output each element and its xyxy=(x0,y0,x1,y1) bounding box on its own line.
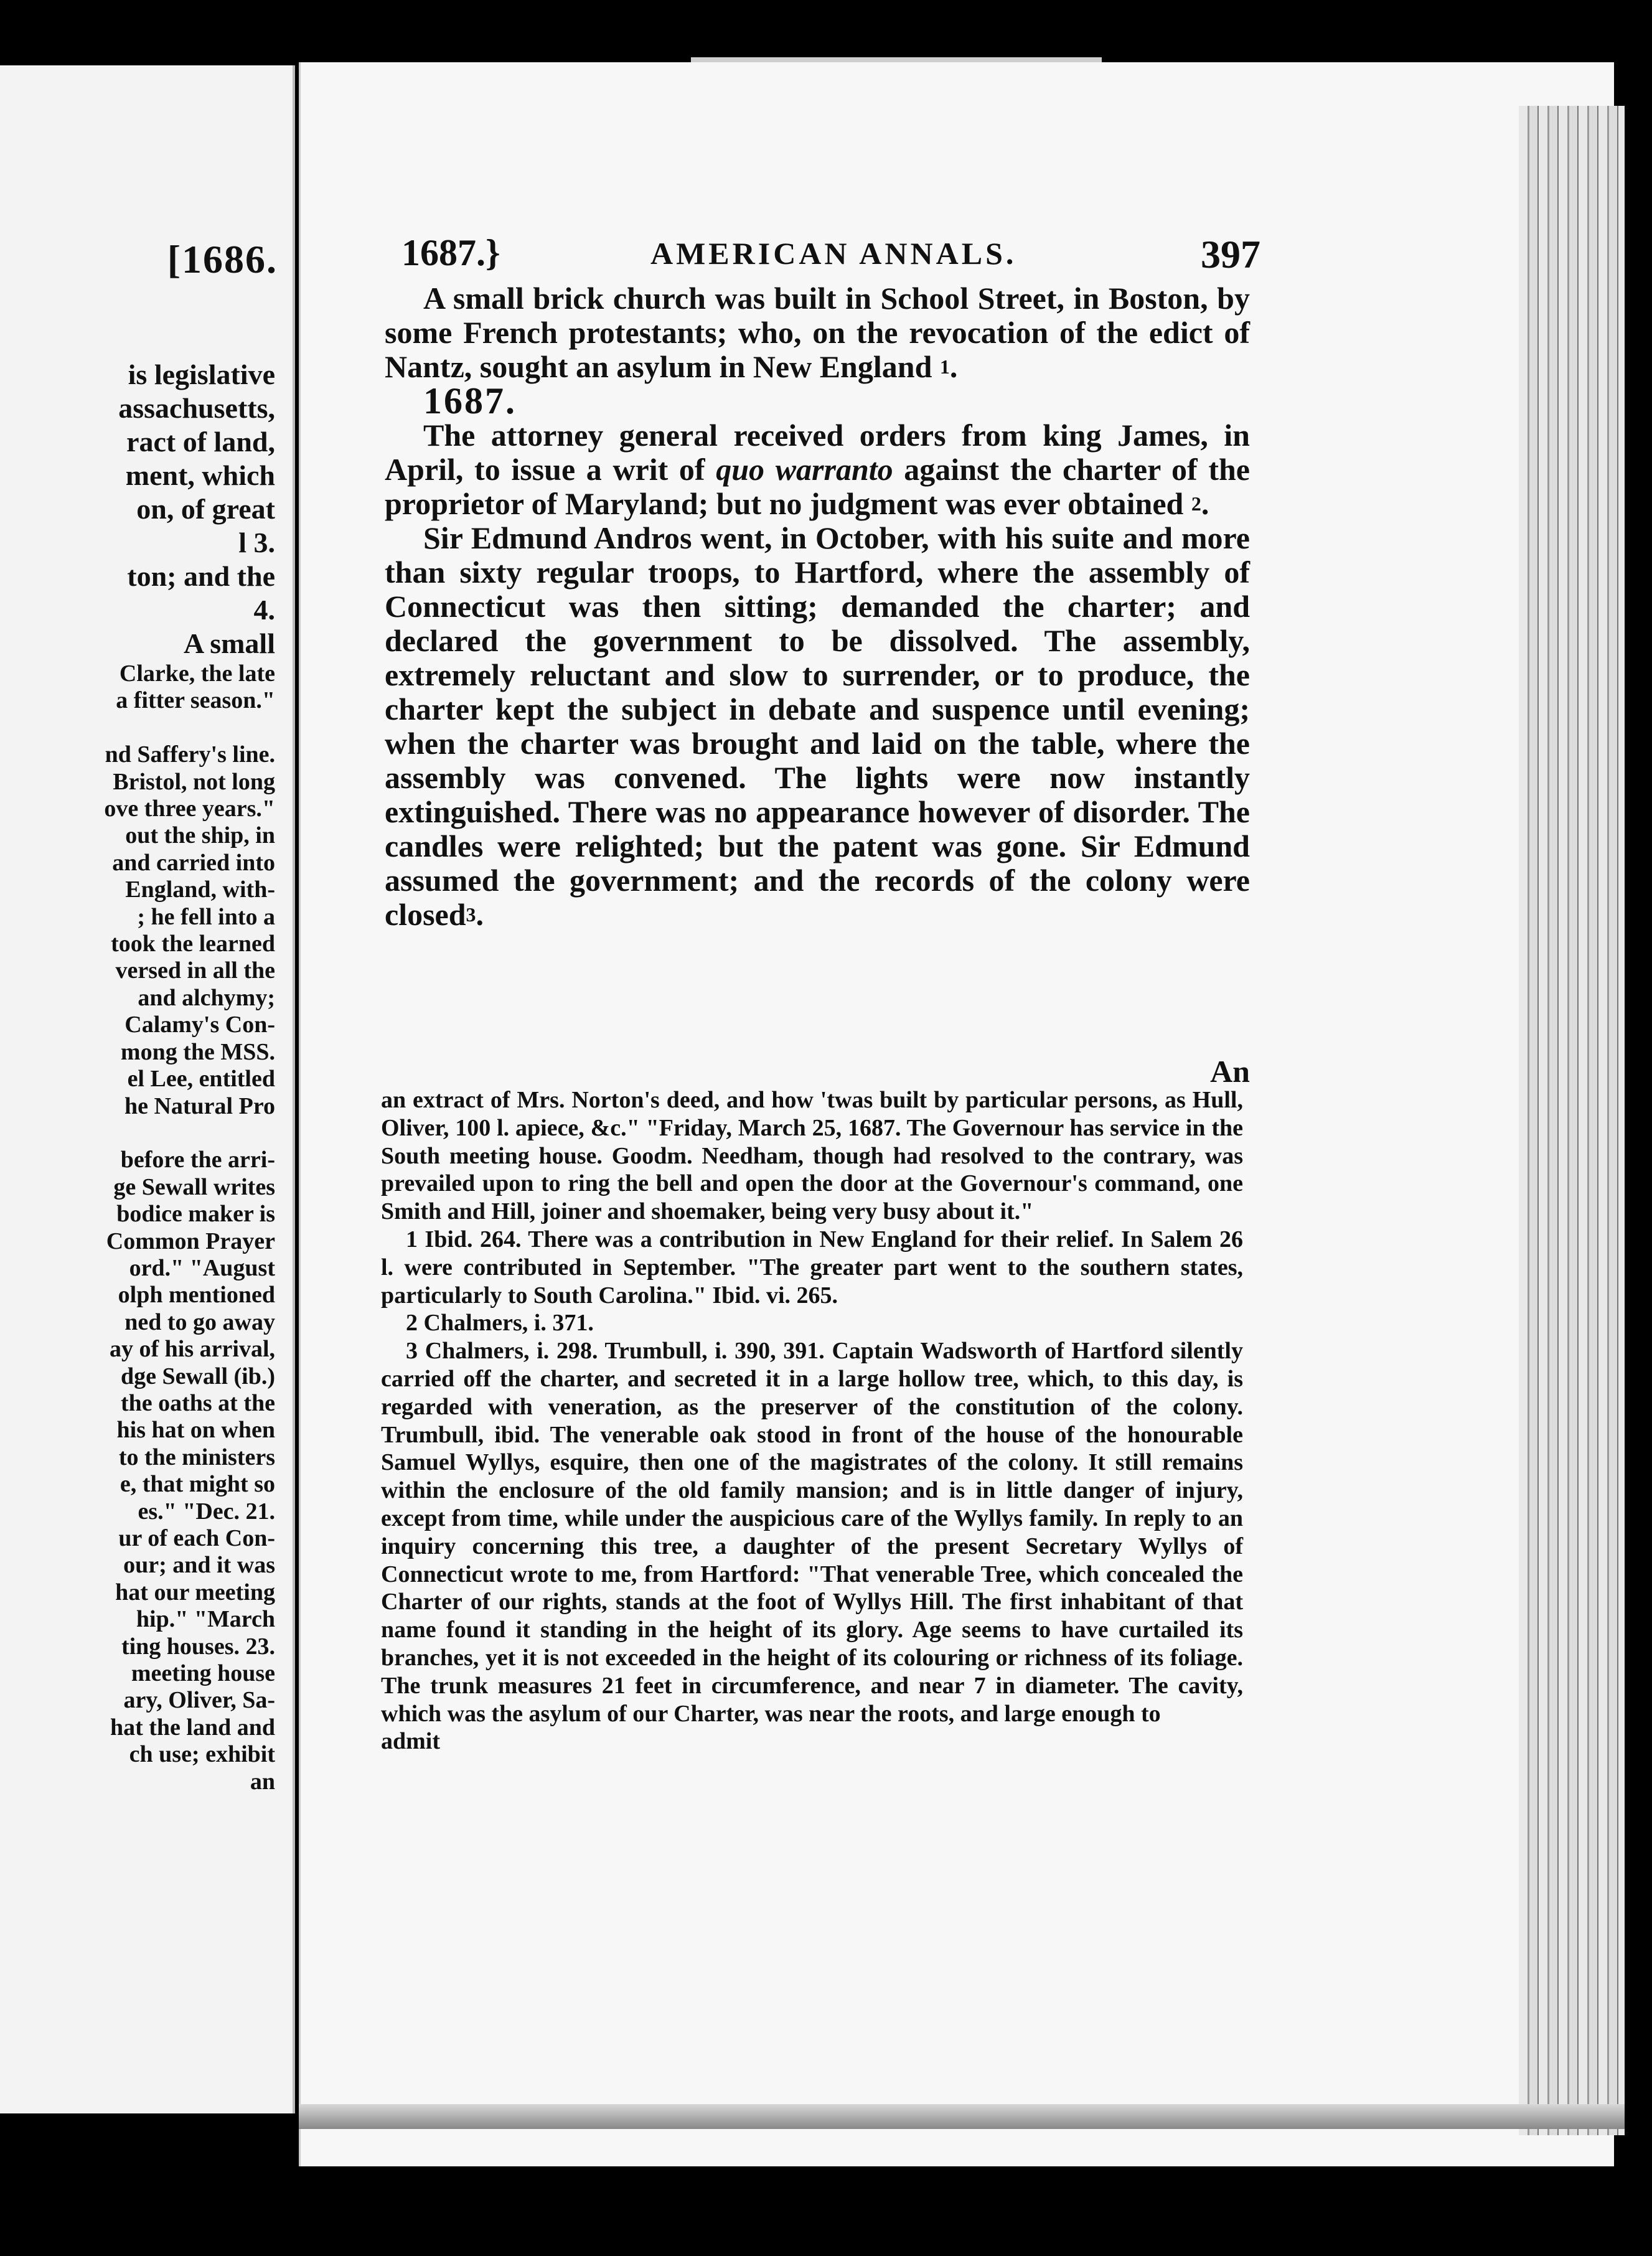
left-page-line: nd Saffery's line. xyxy=(105,741,275,768)
footnote-catchword: admit xyxy=(381,1728,440,1755)
left-page-line: mong the MSS. xyxy=(120,1038,275,1065)
left-page-line: dge Sewall (ib.) xyxy=(120,1363,275,1389)
paragraph-charter: Sir Edmund Andros went, in October, with his suite and more than sixty regular troops, to Hartford, where the assembly of Connecticut was then sitting; demanded the charter; and declared the government to be dissolved. The assembly, extremely reluctant and slow to surrender, or to produce, the charter kept the subject in debate and suspence until evening; when the charter was brought and laid on the table, where the assembly was convened. The lights were now instantly extinguished. There was no appearance however of disorder. The candles were relighted; but the patent was gone. Sir Edmund assumed the government; and the records of the colony were closed$^3$. xyxy=(385,520,1250,932)
left-page-line: Bristol, not long xyxy=(113,768,275,795)
left-page-line: he Natural Pro xyxy=(124,1093,275,1119)
page-bottom-edge xyxy=(299,2104,1625,2129)
left-page-line: bodice maker is xyxy=(116,1201,275,1228)
left-page-line: Common Prayer xyxy=(106,1228,275,1254)
left-page-line: ract of land, xyxy=(126,426,275,458)
left-page-line: olph mentioned xyxy=(118,1282,275,1309)
left-page-line: his hat on when xyxy=(116,1417,275,1444)
footnote-3: 3 Chalmers, i. 298. Trumbull, i. 390, 391. Captain Wadsworth of Hartford silently carried off the charter, and secreted it in a large hollow tree, which, to this day, is regarded with veneration, as the preserver of the constitution of the colony. Trumbull, ibid. The venerable oak stood in front of the house of the honourable Samuel Wyllys, esquire, then one of the magistrates of the colony. It still remains within the enclosure of the old family mansion; and is in little danger of injury, except from time, while under the auspicious care of the Wyllys family. In reply to an inquiry concerning this tree, a daughter of the present Secretary Wyllys of Connecticut wrote to me, from Hartford: "That venerable Tree, which concealed the Charter of our rights, stands at the foot of Wyllys Hill. The first inhabitant of that name found it standing in the height of its glory. Age seems to have curtailed its branches, yet it is not exceeded in the height of its colouring or richness of its foliage. The trunk measures 21 feet in circumference, and near 7 in diameter. The cavity, which was the asylum of our Charter, was near the roots, and large enough to xyxy=(381,1338,1243,1727)
left-page-line: to the ministers xyxy=(118,1444,275,1470)
footnote-1: 1 Ibid. 264. There was a contribution in New England for their relief. In Salem 26 l. were contributed in September. "The greater part went to the southern states, particularly to South Carolina." Ibid. vi. 265. xyxy=(381,1226,1243,1309)
left-page-line: ment, which xyxy=(125,459,275,491)
left-page-line: and carried into xyxy=(112,849,275,876)
note-ref-2: 2 xyxy=(1191,492,1201,515)
left-page-line: meeting house xyxy=(131,1660,275,1687)
paragraph-maryland: The attorney general received orders from king James, in April, to issue a writ of quo warranto against the charter of the proprietor of Maryland; but no judgment was ever obtained $^2$. xyxy=(385,418,1250,521)
left-page-line: before the arri- xyxy=(120,1147,275,1173)
left-page-line: ary, Oliver, Sa- xyxy=(123,1687,275,1714)
running-head xyxy=(401,232,1260,275)
running-head-year: 1687.} xyxy=(401,232,500,273)
paragraph-church: A small brick church was built in School Street, in Boston, by some French protestants; who, on the revocation of the edict of Nantz, sought an asylum in New England $^1$. xyxy=(385,281,1250,384)
left-page-line: es." "Dec. 21. xyxy=(138,1498,275,1525)
left-page-line: hip." "March xyxy=(136,1606,275,1633)
left-page-line: took the learned xyxy=(111,931,275,957)
left-page-line: is legislative xyxy=(128,359,275,390)
main-text xyxy=(385,281,1250,1089)
left-page-line: an xyxy=(250,1768,275,1795)
left-page-line: on, of great xyxy=(136,493,275,525)
left-page xyxy=(0,65,295,2113)
left-page-line: the oaths at the xyxy=(120,1389,275,1416)
left-page-line: England, with- xyxy=(125,877,275,903)
left-page-line: and alchymy; xyxy=(138,984,275,1011)
page-number: 397 xyxy=(1201,232,1260,276)
left-page-line: el Lee, entitled xyxy=(127,1066,275,1093)
left-page-line: ting houses. 23. xyxy=(121,1633,275,1660)
left-page-line: ned to go away xyxy=(124,1309,275,1335)
left-page-header: [1686. xyxy=(167,237,278,281)
left-page-line: out the ship, in xyxy=(125,822,275,849)
left-page-line: versed in all the xyxy=(115,957,275,984)
left-page-line: assachusetts, xyxy=(118,392,275,424)
catchword: An xyxy=(1210,1054,1250,1089)
left-page-line: ; he fell into a xyxy=(137,903,275,930)
year-heading: 1687. xyxy=(423,380,517,421)
left-page-line: hat our meeting xyxy=(115,1579,275,1605)
left-page-line: e, that might so xyxy=(120,1471,275,1498)
left-page-line: 4. xyxy=(253,594,275,626)
left-page-line: ton; and the xyxy=(127,560,275,592)
left-page-line: ove three years." xyxy=(104,796,275,822)
page-edges xyxy=(1519,106,1625,2135)
left-page-text xyxy=(104,358,275,1795)
left-page-line xyxy=(104,1120,275,1147)
left-page-line: Calamy's Con- xyxy=(124,1012,275,1038)
left-page-line: l 3. xyxy=(238,527,275,558)
left-page-line: hat the land and xyxy=(110,1714,275,1741)
left-page-line: ord." "August xyxy=(129,1254,275,1281)
footnote-2: 2 Chalmers, i. 371. xyxy=(406,1310,594,1337)
left-page-line xyxy=(104,715,275,741)
note-ref-3: 3 xyxy=(466,903,476,926)
footnote-continued: an extract of Mrs. Norton's deed, and how 'twas built by particular persons, as Hull, Oliver, 100 l. apiece, &c." "Friday, March 25, 1687. The Governour has service in the South meeting house. Goodm. Needham, though had resolved to the contrary, was prevailed upon to ring the bell and open the door at the Governour's command, one Smith and Hill, joiner and shoemaker, being very busy about it." xyxy=(381,1087,1243,1225)
left-page-line: ay of his arrival, xyxy=(110,1336,275,1363)
left-page-line: ch use; exhibit xyxy=(129,1741,275,1768)
left-page-line: A small xyxy=(184,627,275,659)
footnotes xyxy=(381,1086,1243,1755)
left-page-line: ge Sewall writes xyxy=(113,1173,275,1200)
note-ref-1: 1 xyxy=(939,355,950,378)
left-page-line: ur of each Con- xyxy=(118,1525,275,1551)
running-head-title: AMERICAN ANNALS. xyxy=(650,236,1017,271)
left-page-line: our; and it was xyxy=(123,1552,275,1579)
left-page-line: a fitter season." xyxy=(116,687,275,714)
left-page-line: Clarke, the late xyxy=(119,660,275,687)
